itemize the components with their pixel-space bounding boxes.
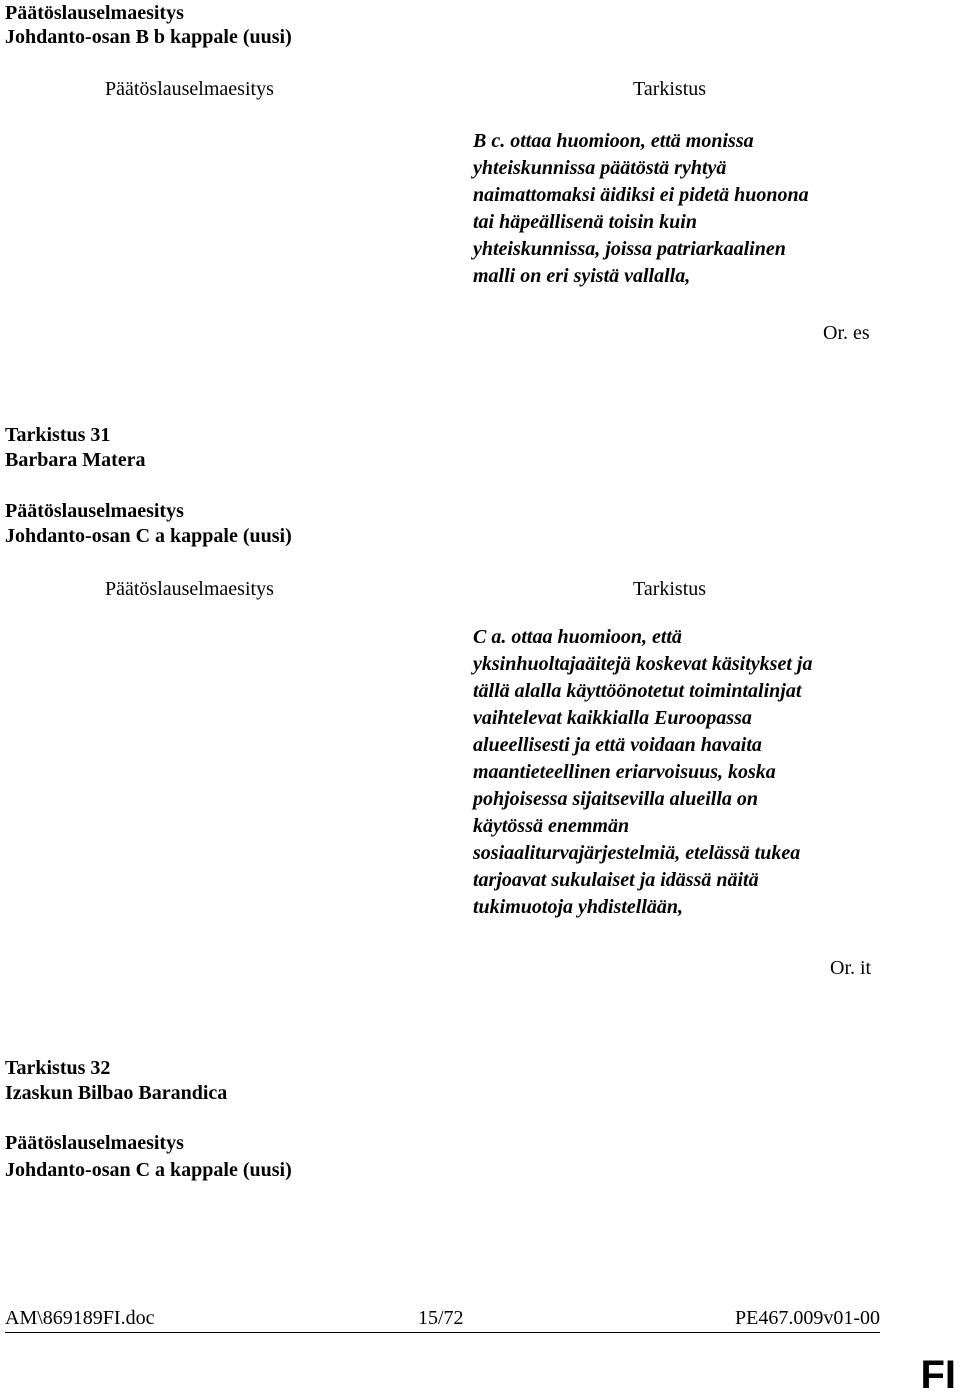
- amendment-text-line: tällä alalla käyttöönotetut toimintalinjat: [473, 680, 802, 702]
- amendment-text-lead: B c.: [473, 130, 506, 152]
- amendment-text-line: maantieteellinen eriarvoisuus, koska: [473, 761, 776, 783]
- amendment-author: Barbara Matera: [5, 449, 146, 471]
- column-header-original: Päätöslauselmaesitys: [105, 578, 274, 600]
- amendment-text-line: vaihtelevat kaikkialla Euroopassa: [473, 707, 752, 729]
- section-heading-recital: Johdanto-osan C a kappale (uusi): [5, 525, 292, 547]
- amendment-text-line: ottaa huomioon, että monissa: [505, 130, 754, 152]
- section-heading-recital: Johdanto-osan C a kappale (uusi): [5, 1159, 292, 1181]
- language-code: FI: [920, 1353, 956, 1397]
- amendment-title: Tarkistus 31: [5, 424, 111, 446]
- footer-pe-reference: PE467.009v01-00: [735, 1307, 880, 1329]
- amendment-text-lead: C a.: [473, 626, 507, 648]
- amendment-text-line: tukimuotoja yhdistellään,: [473, 896, 684, 918]
- amendment-text-line: yksinhuoltajaäitejä koskevat käsitykset ja: [473, 653, 813, 675]
- section-heading-resolution: Päätöslauselmaesitys: [5, 500, 184, 522]
- amendment-text-line: naimattomaksi äidiksi ei pidetä huonona: [473, 184, 809, 206]
- section-heading-resolution: Päätöslauselmaesitys: [5, 1132, 184, 1154]
- column-header-amendment: Tarkistus: [633, 578, 707, 600]
- amendment-text: [473, 128, 893, 290]
- amendment-text-line: käytössä enemmän: [473, 815, 630, 837]
- amendment-text-line: ottaa huomioon, että: [506, 626, 682, 648]
- column-header-original: Päätöslauselmaesitys: [105, 78, 274, 100]
- amendment-text: [473, 624, 893, 921]
- original-language-note: Or. es: [823, 322, 870, 344]
- amendment-text-line: yhteiskunnissa, joissa patriarkaalinen: [473, 238, 786, 260]
- page-footer: [5, 1305, 880, 1333]
- column-header-amendment: Tarkistus: [633, 78, 707, 100]
- original-language-note: Or. it: [830, 957, 872, 979]
- amendment-text-line: sosiaaliturvajärjestelmiä, etelässä tukea: [473, 842, 801, 864]
- amendment-text-line: tarjoavat sukulaiset ja idässä näitä: [473, 869, 759, 891]
- amendment-text-line: pohjoisessa sijaitsevilla alueilla on: [473, 788, 759, 810]
- footer-document-reference: AM\869189FI.doc: [5, 1307, 155, 1329]
- amendment-title: Tarkistus 32: [5, 1057, 111, 1079]
- section-heading-recital: Johdanto-osan B b kappale (uusi): [5, 26, 292, 48]
- amendment-text-line: alueellisesti ja että voidaan havaita: [473, 734, 762, 756]
- section-heading-resolution: Päätöslauselmaesitys: [5, 2, 184, 24]
- amendment-text-line: tai häpeällisenä toisin kuin: [473, 211, 697, 233]
- amendment-text-line: malli on eri syistä vallalla,: [473, 265, 691, 287]
- footer-page-number: 15/72: [418, 1307, 464, 1329]
- amendment-author: Izaskun Bilbao Barandica: [5, 1082, 228, 1104]
- amendment-text-line: yhteiskunnissa päätöstä ryhtyä: [473, 157, 727, 179]
